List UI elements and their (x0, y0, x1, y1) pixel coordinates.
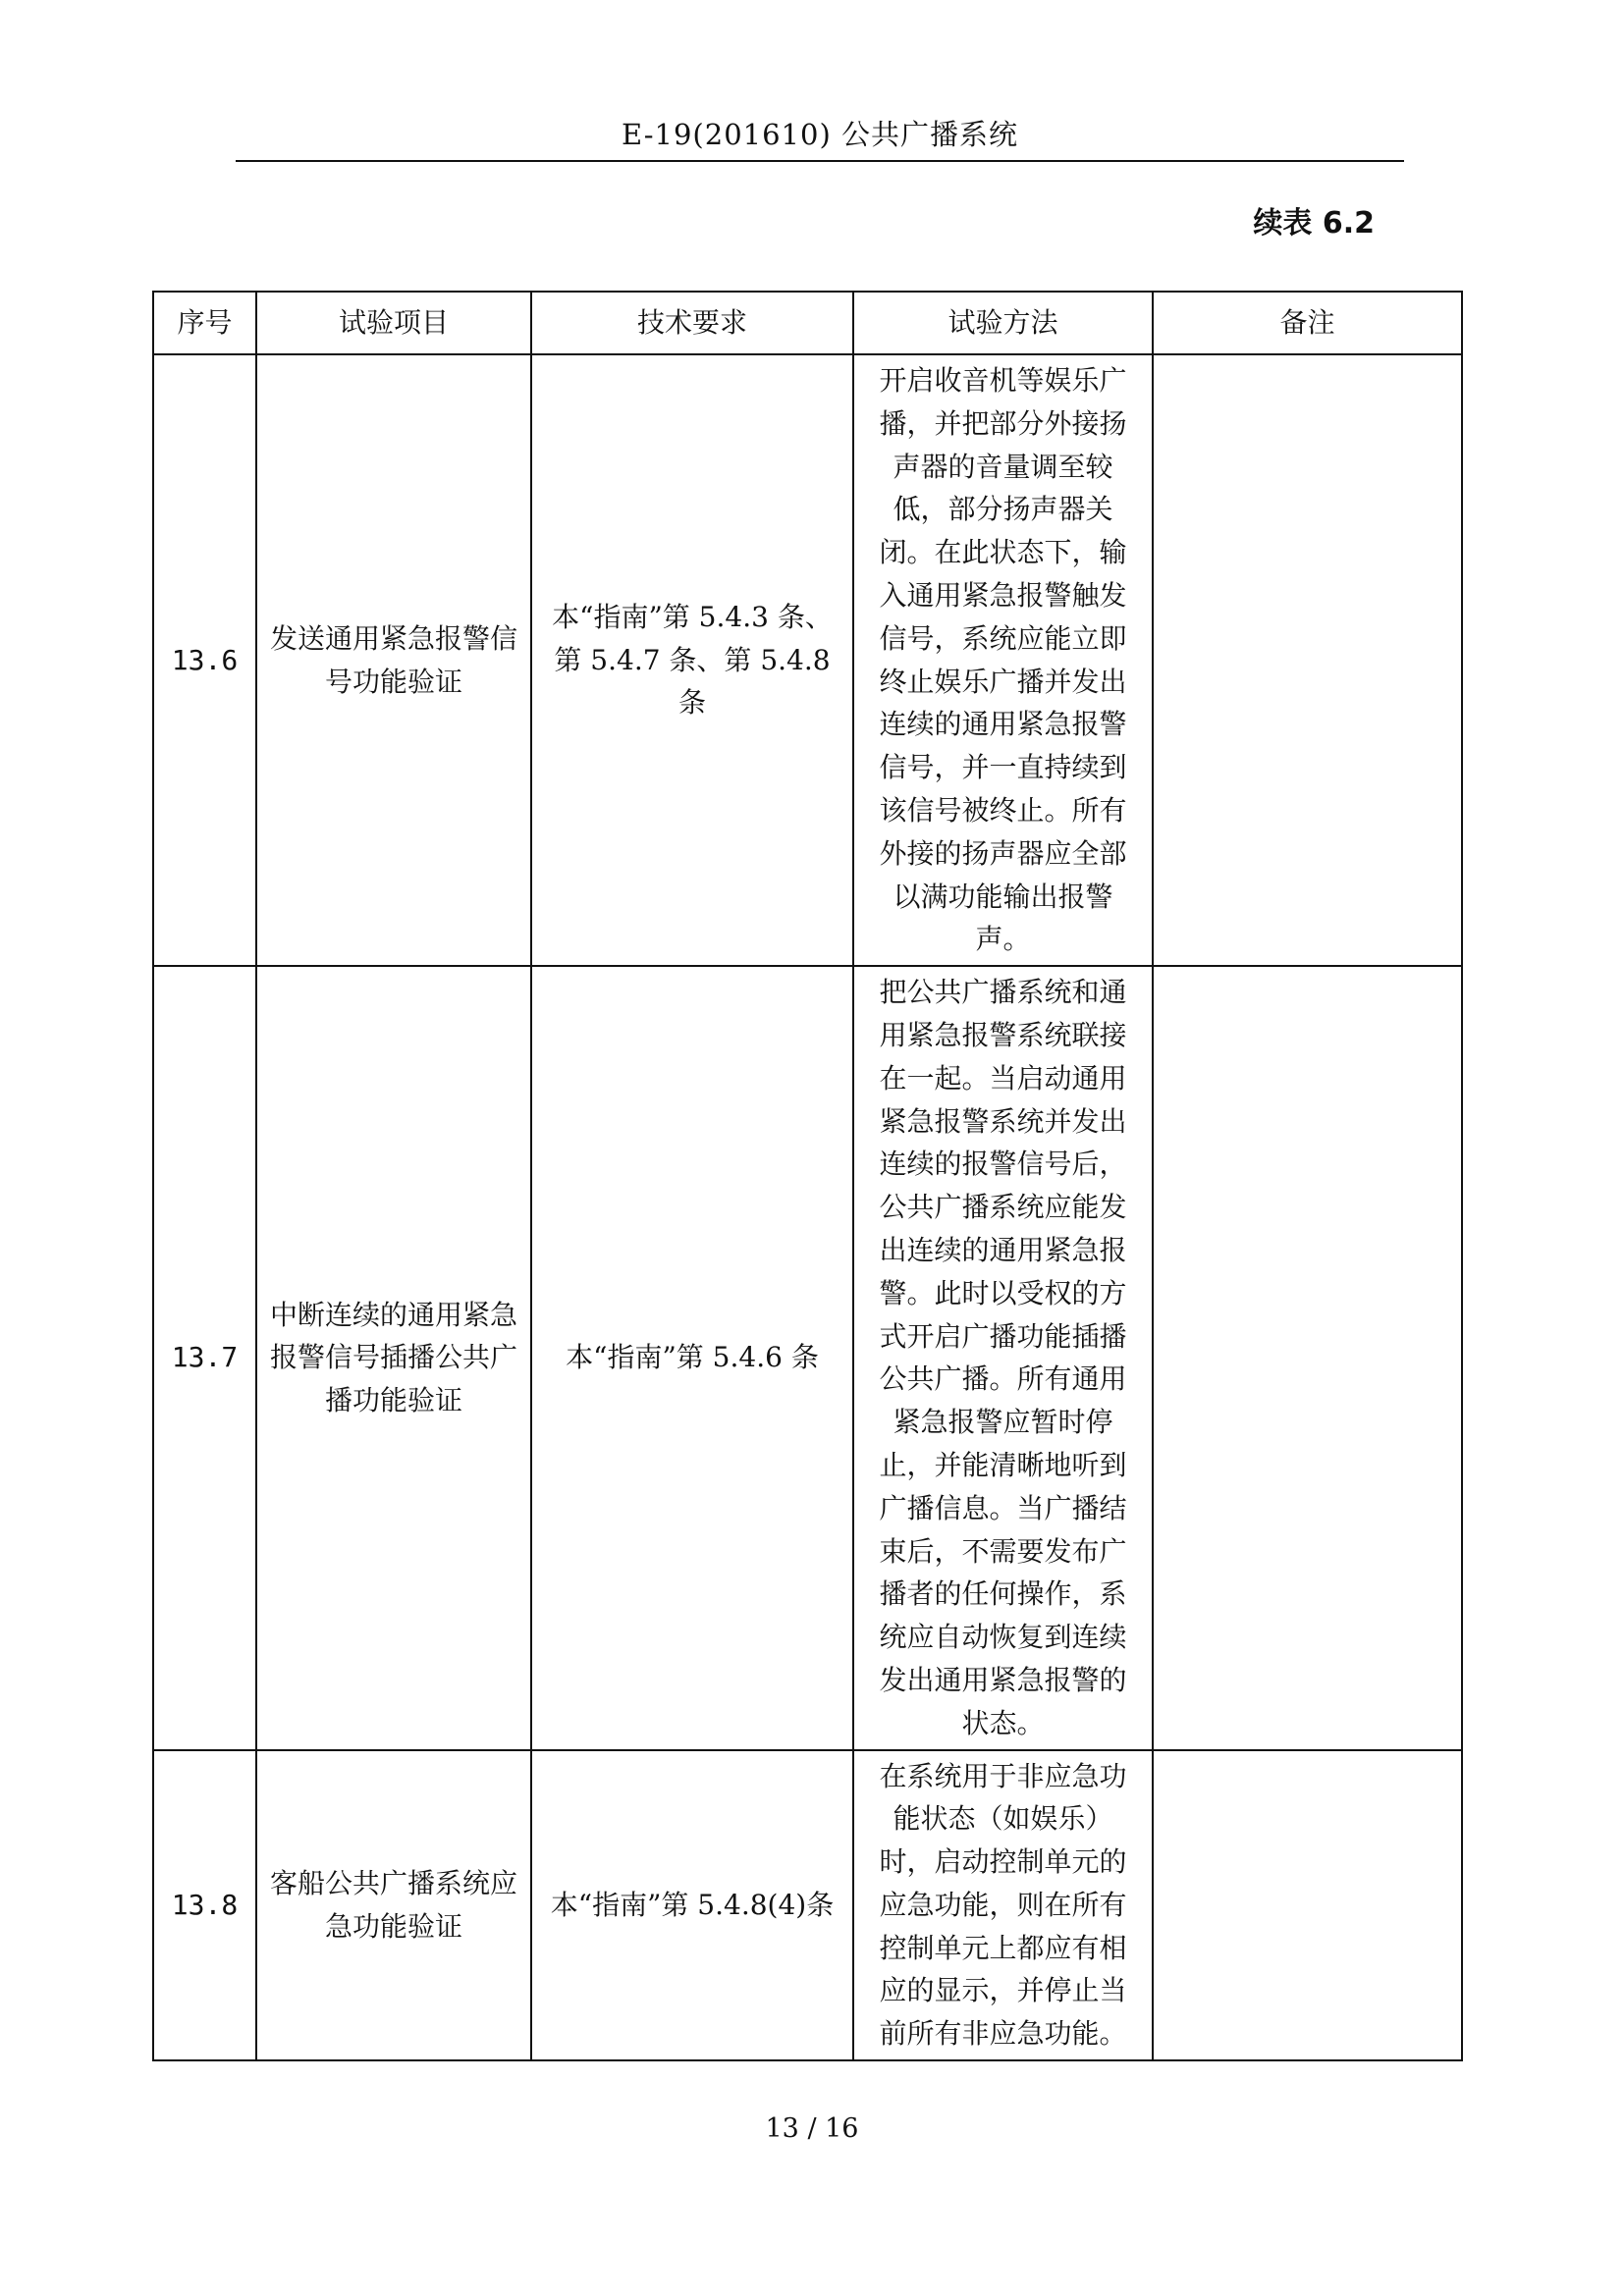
cell-requirement: 本“指南”第 5.4.6 条 (531, 966, 853, 1749)
cell-seq: 13.8 (153, 1750, 256, 2061)
table-row (153, 966, 1462, 1749)
table-row (153, 1750, 1462, 2061)
column-header-item: 试验项目 (256, 292, 531, 354)
column-header-method: 试验方法 (853, 292, 1153, 354)
test-table (152, 291, 1463, 2061)
cell-remark (1153, 966, 1462, 1749)
table-caption: 续表 6.2 (1253, 206, 1375, 240)
cell-item: 客船公共广播系统应急功能验证 (256, 1750, 531, 2061)
cell-method: 在系统用于非应急功能状态（如娱乐）时，启动控制单元的应急功能，则在所有控制单元上都应有相应的显示，并停止当前所有非应急功能。 (853, 1750, 1153, 2061)
cell-seq: 13.6 (153, 354, 256, 966)
cell-item: 发送通用紧急报警信号功能验证 (256, 354, 531, 966)
page-header: E-19(201610) 公共广播系统 (622, 118, 1018, 151)
table-header-row (153, 292, 1462, 354)
column-header-requirement: 技术要求 (531, 292, 853, 354)
column-header-remark: 备注 (1153, 292, 1462, 354)
cell-requirement: 本“指南”第 5.4.3 条、第 5.4.7 条、第 5.4.8 条 (531, 354, 853, 966)
cell-seq: 13.7 (153, 966, 256, 1749)
cell-method: 开启收音机等娱乐广播，并把部分外接扬声器的音量调至较低，部分扬声器关闭。在此状态下，输入通用紧急报警触发信号，系统应能立即终止娱乐广播并发出连续的通用紧急报警信号，并一直持续到该信号被终止。所有外接的扬声器应全部以满功能输出报警声。 (853, 354, 1153, 966)
cell-method: 把公共广播系统和通用紧急报警系统联接在一起。当启动通用紧急报警系统并发出连续的报警信号后，公共广播系统应能发出连续的通用紧急报警。此时以受权的方式开启广播功能插播公共广播。所有通用紧急报警应暂时停止，并能清晰地听到广播信息。当广播结束后，不需要发布广播者的任何操作，系统应自动恢复到连续发出通用紧急报警的状态。 (853, 966, 1153, 1749)
page-number: 13 / 16 (765, 2113, 859, 2144)
header-rule (236, 160, 1404, 162)
column-header-seq: 序号 (153, 292, 256, 354)
cell-remark (1153, 354, 1462, 966)
table-row (153, 354, 1462, 966)
cell-remark (1153, 1750, 1462, 2061)
cell-requirement: 本“指南”第 5.4.8(4)条 (531, 1750, 853, 2061)
cell-item: 中断连续的通用紧急报警信号插播公共广播功能验证 (256, 966, 531, 1749)
